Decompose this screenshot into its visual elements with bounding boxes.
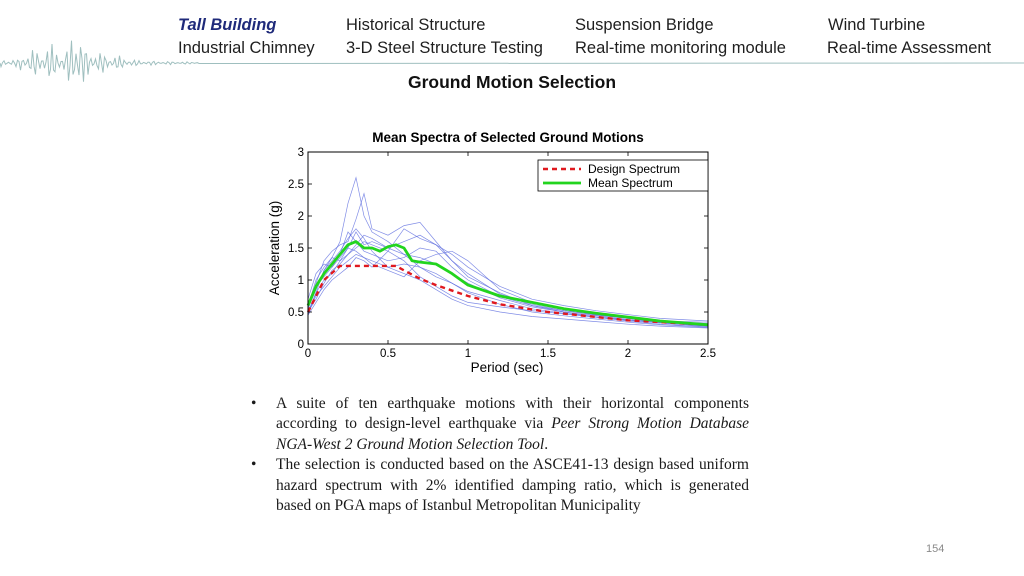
x-tick-label: 2 xyxy=(624,348,632,360)
nav-item-suspension-bridge[interactable]: Suspension Bridge xyxy=(575,16,714,34)
bullet-icon: • xyxy=(251,456,257,474)
legend-label-design: Design Spectrum xyxy=(588,162,681,176)
x-tick-label: 0 xyxy=(304,348,312,360)
nav-item-industrial-chimney[interactable]: Industrial Chimney xyxy=(178,39,315,57)
y-tick-label: 1.5 xyxy=(288,243,304,255)
nav-item-real-time-monitoring[interactable]: Real-time monitoring module xyxy=(575,39,786,57)
x-tick-label: 0.5 xyxy=(380,348,396,360)
bullet-item-selection xyxy=(251,455,749,516)
bullet-text: The selection is conducted based on the ASCE41-13 design based uniform hazard spectrum with 2% identified damping ratio, which is generated based on PGA maps of Istanbul Metropolitan Municipality xyxy=(276,456,749,515)
record-curve-2 xyxy=(308,194,708,324)
bullet-item-suite xyxy=(251,394,749,455)
slide-title: Ground Motion Selection xyxy=(407,72,617,92)
y-tick-label: 3 xyxy=(297,147,304,159)
x-tick-label: 1 xyxy=(464,348,472,360)
bullet-icon: • xyxy=(251,395,257,412)
record-curve-8 xyxy=(308,229,708,328)
mean-and-design-series xyxy=(308,242,708,325)
chart-title: Mean Spectra of Selected Ground Motions xyxy=(372,130,644,145)
nav-item-wind-turbine[interactable]: Wind Turbine xyxy=(828,16,926,34)
record-curve-6 xyxy=(308,232,708,322)
y-tick-label: 1 xyxy=(297,275,304,287)
bullet-text: A suite of ten earthquake motions with their horizontal components according to design-level earthquake via xyxy=(276,395,749,433)
response-spectra-chart xyxy=(262,126,728,378)
bullet-list xyxy=(251,394,749,516)
page-number: 154 xyxy=(926,543,945,555)
record-spectra xyxy=(308,178,708,328)
x-axis-label: Period (sec) xyxy=(470,360,544,375)
nav-item-tall-building[interactable]: Tall Building xyxy=(178,16,277,34)
y-tick-label: 2 xyxy=(297,211,304,223)
legend-label-mean: Mean Spectrum xyxy=(588,176,673,190)
y-axis-label: Acceleration (g) xyxy=(267,200,282,296)
nav-item-steel-structure-testing[interactable]: 3-D Steel Structure Testing xyxy=(346,39,543,57)
nav-item-real-time-assessment[interactable]: Real-time Assessment xyxy=(827,39,992,57)
bullet-text: Peer Strong Motion Database NGA-West 2 Ground Motion Selection Tool xyxy=(276,415,749,453)
bullet-text: . xyxy=(544,435,549,453)
y-tick-label: 0 xyxy=(297,339,304,351)
y-tick-label: 2.5 xyxy=(288,179,304,191)
y-tick-label: 0.5 xyxy=(288,307,304,319)
record-curve-4 xyxy=(308,232,708,326)
x-tick-label: 2.5 xyxy=(700,348,716,360)
nav-item-historical-structure[interactable]: Historical Structure xyxy=(346,16,486,34)
mean-spectrum-line xyxy=(308,242,708,325)
design-spectrum-line xyxy=(308,266,708,325)
record-curve-1 xyxy=(308,178,708,325)
chart-legend xyxy=(538,160,708,191)
x-tick-label: 1.5 xyxy=(540,348,556,360)
